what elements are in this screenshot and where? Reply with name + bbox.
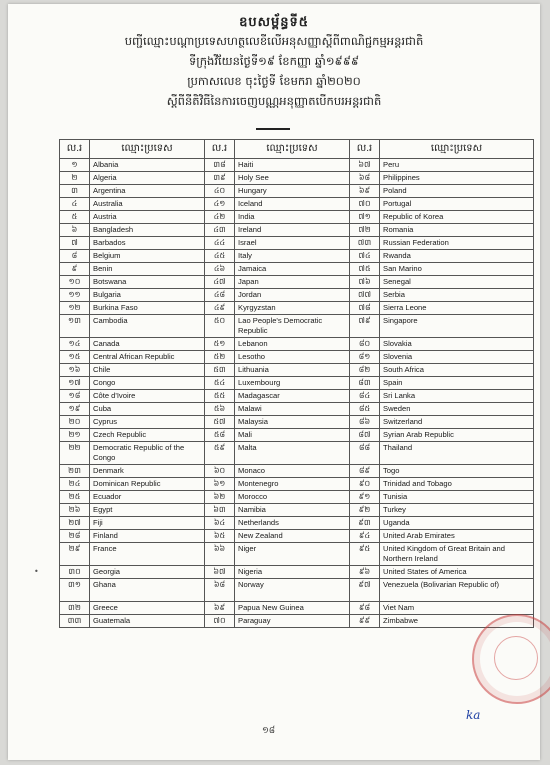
number-cell: ៥១	[205, 338, 235, 351]
country-cell: Argentina	[90, 185, 205, 198]
country-cell: Egypt	[90, 504, 205, 517]
document-subtitle-line-4: ស្តីពីនីតិវិធីនៃការចេញបណ្ណអនុញ្ញាតបើកបរអន្តរជាតិ	[166, 94, 382, 108]
number-cell: ៧៩	[350, 315, 380, 338]
document-subtitle-line-1: បញ្ជីឈ្មោះបណ្តាប្រទេសហត្ថលេខីលើអនុសញ្ញាស្តីពីពាណិជ្ជកម្មអន្តរជាតិ	[124, 34, 424, 48]
column-header-country: ឈ្មោះប្រទេស	[90, 140, 205, 159]
number-cell: ១២	[60, 302, 90, 315]
number-cell: ២០	[60, 416, 90, 429]
country-cell: Georgia	[90, 566, 205, 579]
country-cell: Barbados	[90, 237, 205, 250]
country-cell: Albania	[90, 159, 205, 172]
country-cell: Iceland	[235, 198, 350, 211]
country-cell: Singapore	[380, 315, 534, 338]
country-cell: Cuba	[90, 403, 205, 416]
number-cell: ២១	[60, 429, 90, 442]
table-row	[60, 338, 534, 351]
number-cell: ៤៦	[205, 263, 235, 276]
margin-mark: •	[34, 567, 39, 576]
country-cell: Luxembourg	[235, 377, 350, 390]
table-row	[60, 289, 534, 302]
country-cell: Israel	[235, 237, 350, 250]
country-cell: Cambodia	[90, 315, 205, 338]
country-cell: Syrian Arab Republic	[380, 429, 534, 442]
number-cell: ៤០	[205, 185, 235, 198]
country-cell: Sierra Leone	[380, 302, 534, 315]
table-row	[60, 442, 534, 465]
table-row	[60, 377, 534, 390]
signature-initials: ka	[466, 708, 481, 722]
column-header-number: ល.រ	[205, 140, 235, 159]
table-row	[60, 602, 534, 615]
country-cell: Algeria	[90, 172, 205, 185]
number-cell: ៨១	[350, 351, 380, 364]
number-cell: ៣២	[60, 602, 90, 615]
country-cell: United States of America	[380, 566, 534, 579]
table-row	[60, 159, 534, 172]
table-row	[60, 250, 534, 263]
number-cell: ៨៤	[350, 390, 380, 403]
number-cell: ២៥	[60, 491, 90, 504]
number-cell: ៧០	[205, 615, 235, 628]
number-cell: ២៨	[60, 530, 90, 543]
country-cell: Turkey	[380, 504, 534, 517]
number-cell: ១៦	[60, 364, 90, 377]
country-table	[59, 139, 534, 628]
number-cell: ៣៨	[205, 159, 235, 172]
table-row	[60, 237, 534, 250]
number-cell: ១៩	[60, 403, 90, 416]
number-cell: ៧	[60, 237, 90, 250]
country-cell: Montenegro	[235, 478, 350, 491]
number-cell: ២៤	[60, 478, 90, 491]
number-cell: ៧៣	[350, 237, 380, 250]
country-cell: Namibia	[235, 504, 350, 517]
number-cell: ១៤	[60, 338, 90, 351]
number-cell: ៥៩	[205, 442, 235, 465]
number-cell: ១	[60, 159, 90, 172]
country-cell: Tunisia	[380, 491, 534, 504]
number-cell: ៦៤	[205, 517, 235, 530]
country-cell: Fiji	[90, 517, 205, 530]
number-cell: ៧០	[350, 198, 380, 211]
country-cell: Switzerland	[380, 416, 534, 429]
country-cell: Austria	[90, 211, 205, 224]
number-cell: ៨២	[350, 364, 380, 377]
country-cell: Papua New Guinea	[235, 602, 350, 615]
number-cell: ៤៣	[205, 224, 235, 237]
country-cell: Portugal	[380, 198, 534, 211]
country-cell: Spain	[380, 377, 534, 390]
country-cell: Poland	[380, 185, 534, 198]
number-cell: ៥៥	[205, 390, 235, 403]
number-cell: ៩៦	[350, 566, 380, 579]
number-cell: ៩៨	[350, 602, 380, 615]
number-cell: ១៥	[60, 351, 90, 364]
number-cell: ៨៣	[350, 377, 380, 390]
number-cell: ១៣	[60, 315, 90, 338]
table-row	[60, 491, 534, 504]
country-cell: Slovenia	[380, 351, 534, 364]
number-cell: ៦៨	[350, 172, 380, 185]
country-cell: Holy See	[235, 172, 350, 185]
country-cell: Viet Nam	[380, 602, 534, 615]
country-cell: Romania	[380, 224, 534, 237]
country-cell: Lithuania	[235, 364, 350, 377]
country-cell: Ghana	[90, 579, 205, 602]
country-cell: Senegal	[380, 276, 534, 289]
country-cell: Lebanon	[235, 338, 350, 351]
country-cell: Zimbabwe	[380, 615, 534, 628]
number-cell: ១៧	[60, 377, 90, 390]
country-cell: Chile	[90, 364, 205, 377]
table-row	[60, 543, 534, 566]
country-cell: Czech Republic	[90, 429, 205, 442]
country-cell: Hungary	[235, 185, 350, 198]
country-cell: Malawi	[235, 403, 350, 416]
number-cell: ៩	[60, 263, 90, 276]
country-cell: United Kingdom of Great Britain and Northern Ireland	[380, 543, 534, 566]
document-title: ឧបសម្ព័ន្ធទី៥	[239, 15, 309, 30]
country-cell: Nigeria	[235, 566, 350, 579]
country-cell: Sweden	[380, 403, 534, 416]
number-cell: ២៩	[60, 543, 90, 566]
number-cell: ៥៦	[205, 403, 235, 416]
country-cell: Monaco	[235, 465, 350, 478]
number-cell: ២៣	[60, 465, 90, 478]
number-cell: ២	[60, 172, 90, 185]
country-cell: Dominican Republic	[90, 478, 205, 491]
country-cell: Madagascar	[235, 390, 350, 403]
number-cell: ៧៤	[350, 250, 380, 263]
country-cell: Haiti	[235, 159, 350, 172]
table-row	[60, 478, 534, 491]
country-cell: Australia	[90, 198, 205, 211]
number-cell: ១០	[60, 276, 90, 289]
table-row	[60, 579, 534, 602]
number-cell: ៤៩	[205, 302, 235, 315]
number-cell: ៩១	[350, 491, 380, 504]
table-row	[60, 315, 534, 338]
number-cell: ៤៨	[205, 289, 235, 302]
number-cell: ៥៤	[205, 377, 235, 390]
number-cell: ៨៨	[350, 442, 380, 465]
number-cell: ៥	[60, 211, 90, 224]
table-row	[60, 276, 534, 289]
number-cell: ៤៤	[205, 237, 235, 250]
number-cell: ៦	[60, 224, 90, 237]
number-cell: ៣៩	[205, 172, 235, 185]
country-cell: Philippines	[380, 172, 534, 185]
country-cell: Rwanda	[380, 250, 534, 263]
country-cell: Denmark	[90, 465, 205, 478]
table-row	[60, 615, 534, 628]
number-cell: ៧២	[350, 224, 380, 237]
number-cell: ២៦	[60, 504, 90, 517]
table-row	[60, 566, 534, 579]
number-cell: ៣៣	[60, 615, 90, 628]
country-cell: Finland	[90, 530, 205, 543]
table-row	[60, 504, 534, 517]
country-cell: Italy	[235, 250, 350, 263]
number-cell: ៣	[60, 185, 90, 198]
number-cell: ៤	[60, 198, 90, 211]
country-cell: South Africa	[380, 364, 534, 377]
number-cell: ៩០	[350, 478, 380, 491]
country-cell: Malaysia	[235, 416, 350, 429]
country-cell: Guatemala	[90, 615, 205, 628]
number-cell: ៨៧	[350, 429, 380, 442]
number-cell: ៨៩	[350, 465, 380, 478]
number-cell: ៧៧	[350, 289, 380, 302]
table-row	[60, 390, 534, 403]
number-cell: ៨០	[350, 338, 380, 351]
table-row	[60, 224, 534, 237]
column-header-country: ឈ្មោះប្រទេស	[235, 140, 350, 159]
number-cell: ៨៥	[350, 403, 380, 416]
number-cell: ៩២	[350, 504, 380, 517]
country-cell: United Arab Emirates	[380, 530, 534, 543]
country-cell: Venezuela (Bolivarian Republic of)	[380, 579, 534, 602]
country-cell: Morocco	[235, 491, 350, 504]
number-cell: ៨	[60, 250, 90, 263]
country-cell: India	[235, 211, 350, 224]
number-cell: ៣១	[60, 579, 90, 602]
table-row	[60, 263, 534, 276]
number-cell: ៦១	[205, 478, 235, 491]
country-cell: Norway	[235, 579, 350, 602]
number-cell: ៦៨	[205, 579, 235, 602]
column-header-number: ល.រ	[60, 140, 90, 159]
number-cell: ៦៣	[205, 504, 235, 517]
table-row	[60, 403, 534, 416]
table-row	[60, 364, 534, 377]
table-header-row	[60, 140, 534, 159]
number-cell: ២២	[60, 442, 90, 465]
number-cell: ៤២	[205, 211, 235, 224]
number-cell: ៨៦	[350, 416, 380, 429]
country-cell: Sri Lanka	[380, 390, 534, 403]
country-cell: Thailand	[380, 442, 534, 465]
number-cell: ៥០	[205, 315, 235, 338]
table-row	[60, 211, 534, 224]
number-cell: ៩៤	[350, 530, 380, 543]
number-cell: ៤១	[205, 198, 235, 211]
page-number: ១៨	[262, 726, 276, 736]
column-header-number: ល.រ	[350, 140, 380, 159]
number-cell: ៩៩	[350, 615, 380, 628]
table-row	[60, 416, 534, 429]
number-cell: ៧៥	[350, 263, 380, 276]
country-cell: Lesotho	[235, 351, 350, 364]
country-cell: Greece	[90, 602, 205, 615]
number-cell: ៧១	[350, 211, 380, 224]
country-cell: San Marino	[380, 263, 534, 276]
number-cell: ៩៣	[350, 517, 380, 530]
number-cell: ៦៦	[205, 543, 235, 566]
number-cell: ២៧	[60, 517, 90, 530]
number-cell: ៩៥	[350, 543, 380, 566]
table-row	[60, 530, 534, 543]
country-cell: New Zealand	[235, 530, 350, 543]
table-row	[60, 172, 534, 185]
country-cell: Trinidad and Tobago	[380, 478, 534, 491]
number-cell: ៦៥	[205, 530, 235, 543]
country-cell: Bulgaria	[90, 289, 205, 302]
country-cell: Kyrgyzstan	[235, 302, 350, 315]
table-row	[60, 185, 534, 198]
document-subtitle-line-3: ប្រកាសលេខ ចុះថ្ងៃទី ខែមករា ឆ្នាំ២០២០	[187, 74, 361, 88]
number-cell: ៥៧	[205, 416, 235, 429]
number-cell: ៦៧	[350, 159, 380, 172]
document-subtitle-line-2: ទីក្រុងវីយែនថ្ងៃទី១៩ ខែកញ្ញា ឆ្នាំ១៩៩៩	[189, 54, 359, 68]
number-cell: ៦២	[205, 491, 235, 504]
number-cell: ១៨	[60, 390, 90, 403]
country-cell: Slovakia	[380, 338, 534, 351]
country-cell: Russian Federation	[380, 237, 534, 250]
country-cell: Belgium	[90, 250, 205, 263]
number-cell: ៤៧	[205, 276, 235, 289]
country-cell: Botswana	[90, 276, 205, 289]
country-cell: Mali	[235, 429, 350, 442]
country-cell: Ecuador	[90, 491, 205, 504]
table-row	[60, 198, 534, 211]
country-cell: Japan	[235, 276, 350, 289]
country-cell: Serbia	[380, 289, 534, 302]
table-row	[60, 429, 534, 442]
table-row	[60, 351, 534, 364]
country-cell: Lao People's Democratic Republic	[235, 315, 350, 338]
number-cell: ៦៩	[205, 602, 235, 615]
number-cell: ១១	[60, 289, 90, 302]
number-cell: ៥៣	[205, 364, 235, 377]
country-cell: Congo	[90, 377, 205, 390]
country-cell: Canada	[90, 338, 205, 351]
number-cell: ៤៥	[205, 250, 235, 263]
country-cell: Côte d'Ivoire	[90, 390, 205, 403]
table-row	[60, 517, 534, 530]
country-cell: Benin	[90, 263, 205, 276]
country-cell: Ireland	[235, 224, 350, 237]
country-cell: Uganda	[380, 517, 534, 530]
country-cell: Netherlands	[235, 517, 350, 530]
country-cell: Togo	[380, 465, 534, 478]
country-cell: Cyprus	[90, 416, 205, 429]
country-cell: Malta	[235, 442, 350, 465]
number-cell: ៧៨	[350, 302, 380, 315]
country-cell: Republic of Korea	[380, 211, 534, 224]
country-cell: Paraguay	[235, 615, 350, 628]
country-cell: Bangladesh	[90, 224, 205, 237]
country-cell: France	[90, 543, 205, 566]
number-cell: ៥២	[205, 351, 235, 364]
number-cell: ៣០	[60, 566, 90, 579]
number-cell: ៦៧	[205, 566, 235, 579]
country-cell: Jamaica	[235, 263, 350, 276]
country-cell: Central African Republic	[90, 351, 205, 364]
number-cell: ៧៦	[350, 276, 380, 289]
number-cell: ៥៨	[205, 429, 235, 442]
country-cell: Burkina Faso	[90, 302, 205, 315]
number-cell: ៦៩	[350, 185, 380, 198]
table-row	[60, 302, 534, 315]
table-row	[60, 465, 534, 478]
country-cell: Niger	[235, 543, 350, 566]
country-cell: Peru	[380, 159, 534, 172]
column-header-country: ឈ្មោះប្រទេស	[380, 140, 534, 159]
number-cell: ៩៧	[350, 579, 380, 602]
country-cell: Democratic Republic of the Congo	[90, 442, 205, 465]
country-cell: Jordan	[235, 289, 350, 302]
number-cell: ៦០	[205, 465, 235, 478]
header-divider	[256, 128, 290, 130]
